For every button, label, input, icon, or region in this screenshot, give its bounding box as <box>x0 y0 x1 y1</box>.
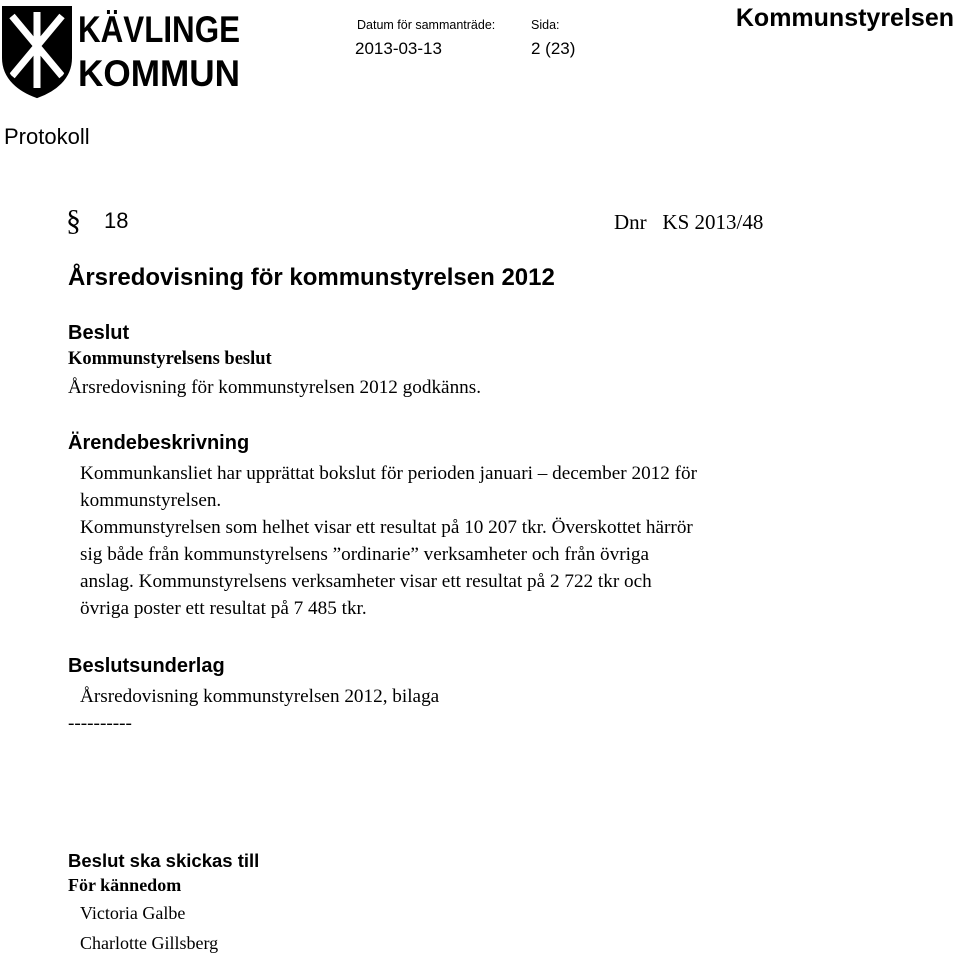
decision-subheading: Kommunstyrelsens beslut <box>68 349 272 369</box>
logo-line-2: KOMMUN <box>78 53 240 94</box>
page-title: Årsredovisning för kommunstyrelsen 2012 <box>68 264 555 291</box>
municipality-shield-icon <box>4 8 70 96</box>
logo-line-1: KÄVLINGE <box>78 9 240 50</box>
kavlinge-kommun-logo <box>2 6 242 96</box>
page-label: Sida: <box>531 18 560 32</box>
case-description-line: kommunstyrelsen. <box>80 490 222 511</box>
distribution-subheading: För kännedom <box>68 875 182 895</box>
meeting-date-label: Datum för sammanträde: <box>357 18 496 32</box>
case-description-line: sig både från kommunstyrelsens ”ordinarie” verksamheter och från övriga <box>80 544 650 565</box>
recipient: Victoria Galbe <box>80 903 186 923</box>
case-description-heading: Ärendebeskrivning <box>68 432 250 454</box>
page-number: 2 (23) <box>531 39 576 58</box>
decision-basis-text: Årsredovisning kommunstyrelsen 2012, bilaga <box>80 686 440 707</box>
case-description-line: Kommunkansliet har upprättat bokslut för perioden januari – december 2012 för <box>80 463 698 484</box>
meeting-date: 2013-03-13 <box>355 39 442 58</box>
decision-text: Årsredovisning för kommunstyrelsen 2012 godkänns. <box>68 377 482 398</box>
decision-heading: Beslut <box>68 322 130 344</box>
distribution-heading: Beslut ska skickas till <box>68 850 260 871</box>
document-type: Protokoll <box>4 124 90 149</box>
decision-basis-heading: Beslutsunderlag <box>68 655 225 677</box>
case-description-line: övriga poster ett resultat på 7 485 tkr. <box>80 598 367 619</box>
section-number: 18 <box>104 208 129 233</box>
diary-number: Dnr KS 2013/48 <box>614 210 764 234</box>
separator-line: ---------- <box>68 713 132 734</box>
organization-name: Kommunstyrelsen <box>735 4 954 32</box>
case-description-line: anslag. Kommunstyrelsens verksamheter visar ett resultat på 2 722 tkr och <box>80 571 652 592</box>
section-sign: § <box>66 204 81 237</box>
case-description-line: Kommunstyrelsen som helhet visar ett resultat på 10 207 tkr. Överskottet härrör <box>80 517 693 538</box>
recipient: Charlotte Gillsberg <box>80 933 219 953</box>
